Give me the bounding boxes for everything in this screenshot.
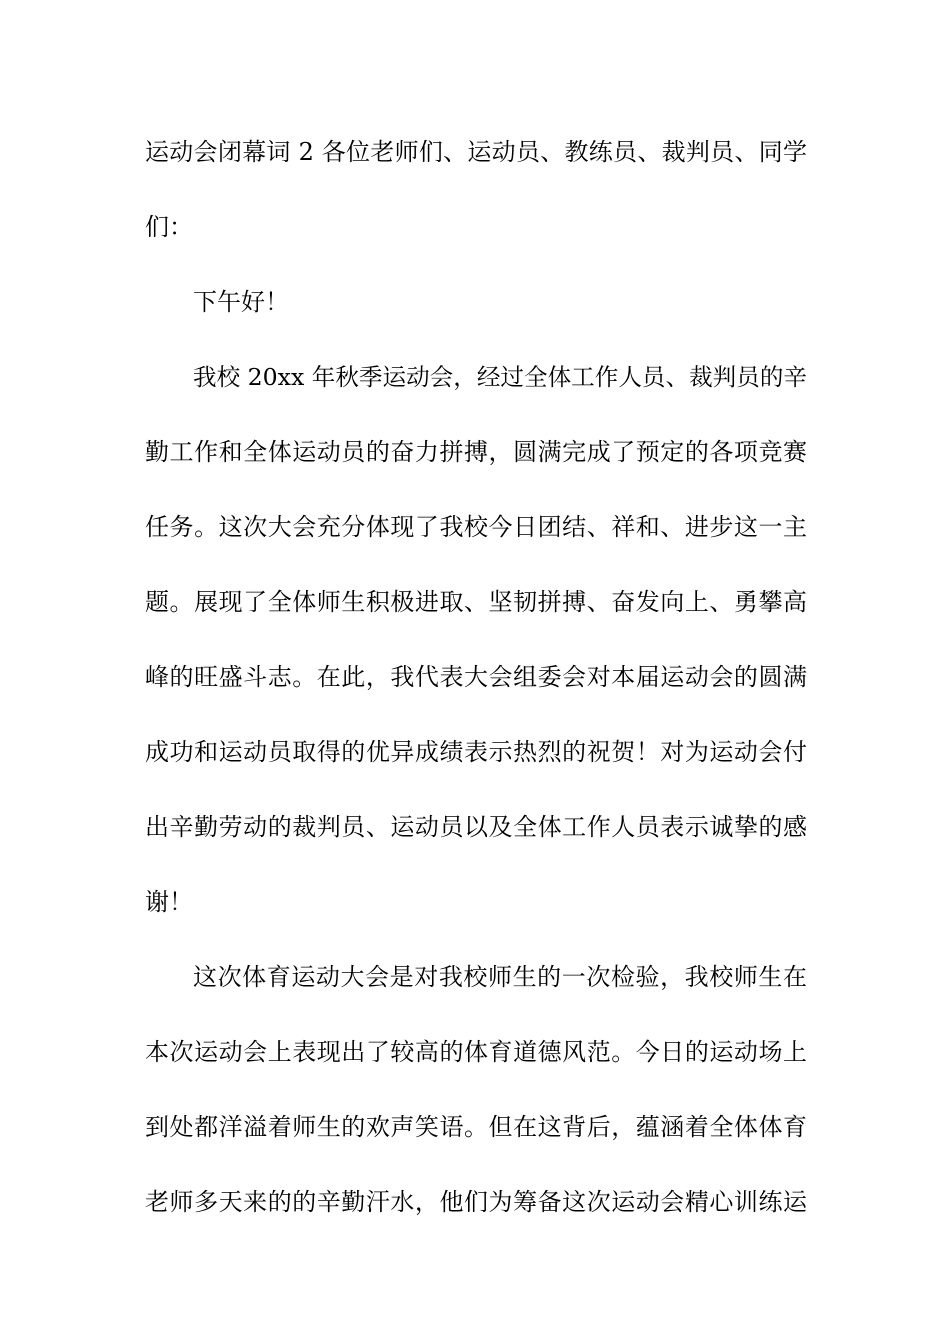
text-line: 本次运动会上表现出了较高的体育道德风范。今日的运动场上 — [145, 1038, 807, 1066]
text-line: 到处都洋溢着师生的欢声笑语。但在这背后，蕴涵着全体体育 — [145, 1113, 807, 1141]
text-line: 这次体育运动大会是对我校师生的一次检验，我校师生在 — [193, 963, 807, 991]
text-line: 我校 20xx 年秋季运动会，经过全体工作人员、裁判员的辛 — [193, 363, 807, 391]
text-line: 下午好！ — [193, 288, 289, 316]
text-line: 题。展现了全体师生积极进取、坚韧拼搏、奋发向上、勇攀高 — [145, 588, 807, 616]
text-line: 谢！ — [145, 888, 193, 916]
text-line: 们： — [145, 213, 193, 241]
text-line: 勤工作和全体运动员的奋力拼搏，圆满完成了预定的各项竞赛 — [145, 438, 807, 466]
text-line: 峰的旺盛斗志。在此，我代表大会组委会对本届运动会的圆满 — [145, 663, 807, 691]
text-line: 运动会闭幕词 2 各位老师们、运动员、教练员、裁判员、同学 — [145, 138, 807, 166]
text-line: 出辛勤劳动的裁判员、运动员以及全体工作人员表示诚挚的感 — [145, 813, 807, 841]
text-line: 任务。这次大会充分体现了我校今日团结、祥和、进步这一主 — [145, 513, 807, 541]
text-line: 成功和运动员取得的优异成绩表示热烈的祝贺！对为运动会付 — [145, 738, 807, 766]
text-line: 老师多天来的的辛勤汗水，他们为筹备这次运动会精心训练运 — [145, 1188, 807, 1216]
